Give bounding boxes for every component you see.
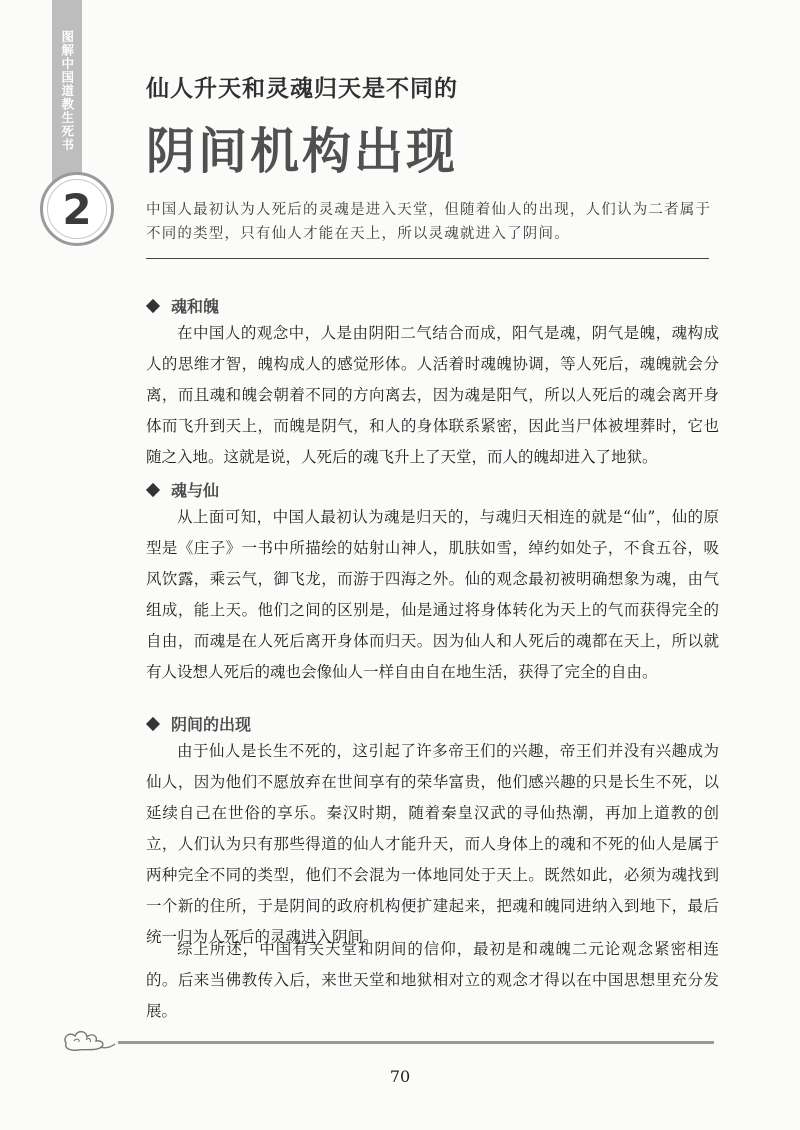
diamond-bullet-icon xyxy=(146,716,160,730)
section-heading-text: 魂与仙 xyxy=(171,481,220,500)
section-paragraph: 在中国人的观念中，人是由阴阳二气结合而成，阳气是魂，阴气是魄，魂构成人的思维才智，魄构成人的感觉形体。人活着时魂魄协调，等人死后，魂魄就会分离，而且魂和魄会朝着不同的方向离去，因为魂是阳气，所以人死后的魂会离开身体而飞升到天上，而魄是阴气，和人的身体联系紧密，因此当尸体被埋葬时，它也随之入地。这就是说，人死后的魂飞升上了天堂，而人的魄却进入了地狱。 xyxy=(146,324,719,466)
diamond-bullet-icon xyxy=(146,298,160,312)
section-heading-hun-xian xyxy=(146,478,219,501)
page-subtitle: 仙人升天和灵魂归天是不同的 xyxy=(146,76,458,102)
intro-text: 中国人最初认为人死后的灵魂是进入天堂，但随着仙人的出现，人们认为二者属于不同的类型，只有仙人才能在天上，所以灵魂就进入了阴间。 xyxy=(146,202,712,242)
side-tab-label: 图解中国道教生死书 xyxy=(59,30,75,152)
section-heading-text: 阴间的出现 xyxy=(171,715,252,734)
chapter-badge xyxy=(40,172,114,246)
intro-divider xyxy=(146,258,709,259)
chapter-number: 2 xyxy=(47,179,107,239)
diamond-bullet-icon xyxy=(146,482,160,496)
section-heading-text: 魂和魄 xyxy=(171,297,220,316)
side-tab xyxy=(52,0,82,188)
page-title: 阴间机构出现 xyxy=(146,122,459,180)
footer-rule xyxy=(118,1041,714,1044)
section-paragraph: 由于仙人是长生不死的，这引起了许多帝王们的兴趣，帝王们并没有兴趣成为仙人，因为他们不愿放弃在世间享有的荣华富贵，他们感兴趣的只是长生不死，以延续自己在世俗的享乐。秦汉时期，随着秦皇汉武的寻仙热潮，再加上道教的创立，人们认为只有那些得道的仙人才能升天，而人身体上的魂和不死的仙人是属于两种完全不同的类型，他们不会混为一体地同处于天上。既然如此，必须为魂找到一个新的住所，于是阴间的政府机构便扩建起来，把魂和魄同进纳入到地下，最后统一归为人死后的灵魂进入阴间。 xyxy=(146,742,719,946)
section-paragraph: 综上所述，中国有关天堂和阴间的信仰，最初是和魂魄二元论观念紧密相连的。后来当佛教传入后，来世天堂和地狱相对立的观念才得以在中国思想里充分发展。 xyxy=(146,940,719,1020)
section-paragraph: 从上面可知，中国人最初认为魂是归天的，与魂归天相连的就是“仙”，仙的原型是《庄子》一书中所描绘的姑射山神人，肌肤如雪，绰约如处子，不食五谷，吸风饮露，乘云气，御飞龙，而游于四海之外。仙的观念最初被明确想象为魂，由气组成，能上天。他们之间的区别是，仙是通过将身体转化为天上的气而获得完全的自由，而魂是在人死后离开身体而归天。因为仙人和人死后的魂都在天上，所以就有人设想人死后的魂也会像仙人一样自由自在地生活，获得了完全的自由。 xyxy=(146,508,719,681)
page-number: 70 xyxy=(389,1067,411,1086)
section-heading-yinjian xyxy=(146,712,251,735)
section-heading-hun-po xyxy=(146,294,219,317)
cloud-ornament-icon xyxy=(60,1025,116,1055)
